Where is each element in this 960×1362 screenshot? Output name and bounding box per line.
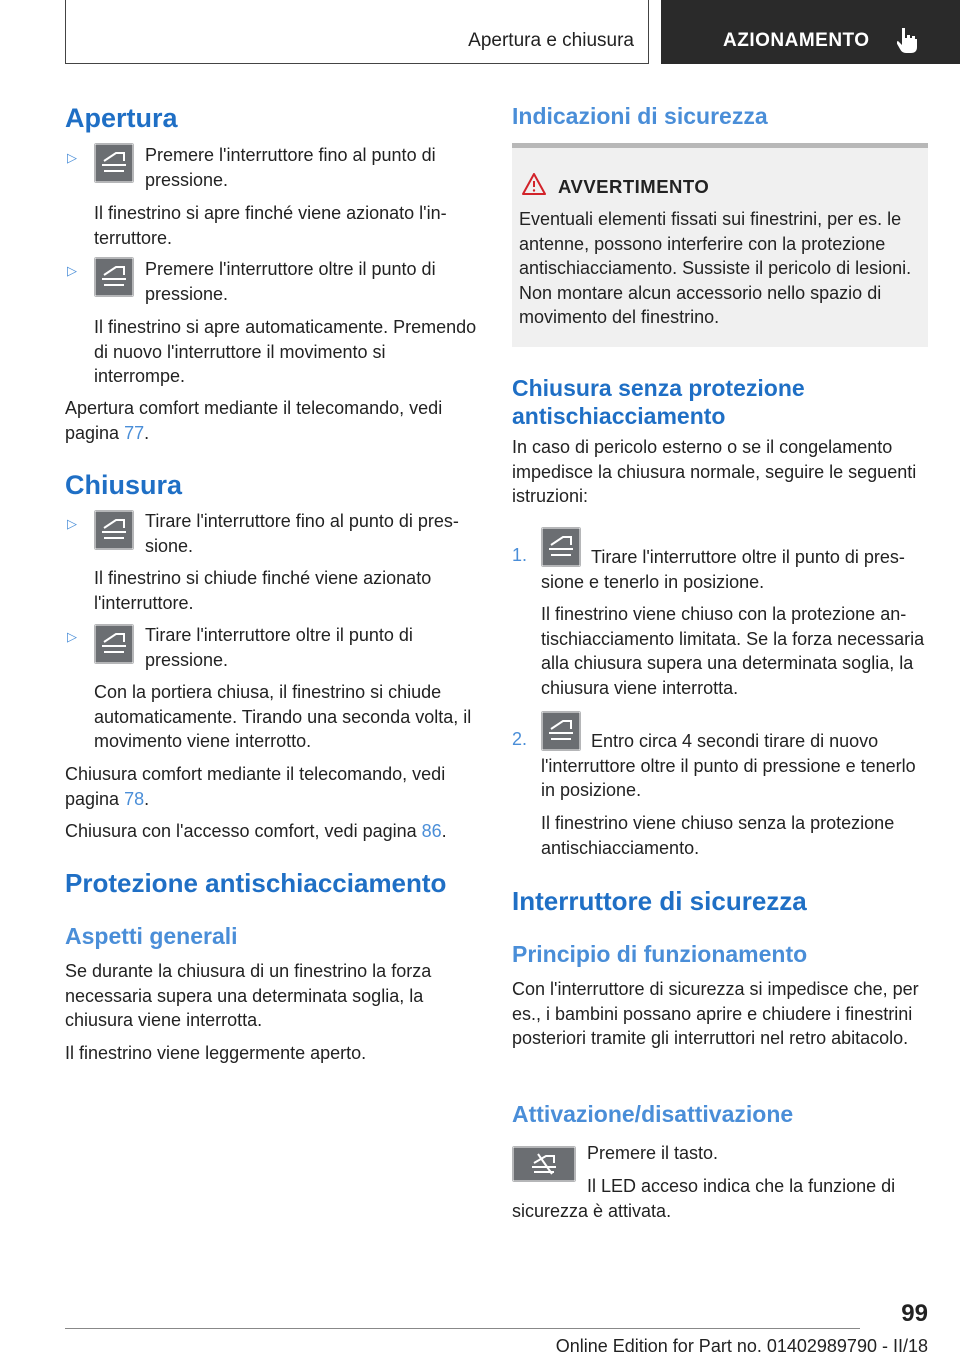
interruttore-heading: Interruttore di sicurezza: [512, 886, 807, 916]
chiusura-heading: Chiusura: [65, 470, 183, 500]
chiusura-step1-text: Tirare l'interruttore fino al punto di pressione.: [145, 511, 459, 556]
window-switch-icon: [94, 624, 134, 664]
window-switch-icon: [94, 257, 134, 297]
footer-edition: Online Edition for Part no. 01402989790 - II/18: [555, 1336, 928, 1356]
apertura-step2-text: Premere l'interruttore oltre il punto di pressione.: [145, 259, 436, 304]
chiusura-step2-text: Tirare l'interruttore oltre il punto di pressione.: [145, 625, 413, 670]
step-triangle-icon: ▷: [67, 263, 77, 278]
step-triangle-icon: ▷: [67, 629, 77, 644]
apertura-step2-result: Il finestrino si apre automaticamente. Premendo di nuovo l'interruttore il movimento si interrompe.: [94, 317, 477, 386]
aspetti-text: Se durante la chiusura di un finestrino la forza necessaria supera una determinata soglia, la chiusura viene interrotta.: [65, 961, 432, 1030]
warning-title: AVVERTIMENTO: [558, 176, 710, 197]
apertura-heading: Apertura: [65, 103, 178, 133]
step1-text: Tirare l'interruttore oltre il punto di pressione e tenerlo in posizione.: [541, 547, 905, 592]
step2-text: Entro circa 4 secondi tirare di nuovo l'interruttore oltre il punto di pressione e tenerlo in posizione.: [541, 731, 916, 800]
header-section: AZIONAMENTO: [723, 30, 870, 51]
attivazione-text-2: Il LED acceso indica che la funzione di sicurezza è attivata.: [512, 1176, 896, 1221]
step-number: 1.: [512, 545, 528, 565]
page-link[interactable]: 77: [124, 422, 145, 443]
senza-protezione-heading: Chiusura senza protezione antischiacciamento: [512, 375, 805, 429]
aspetti-heading: Aspetti generali: [65, 923, 238, 949]
step1-result: Il finestrino viene chiuso con la protezione antischiacciamento limitata. Se la forza necessaria alla chiusura supera una determinata soglia, la chiusura viene interrotta.: [541, 604, 925, 698]
chiusura-step2-result: Con la portiera chiusa, il finestrino si chiude automaticamente. Tirando una seconda volta, il movimento viene interrotto.: [94, 682, 472, 751]
header-section-tab: [661, 0, 960, 64]
header-chapter-box: [65, 0, 649, 64]
sicurezza-heading: Indicazioni di sicurezza: [512, 103, 768, 129]
attivazione-heading: Attivazione/disattivazione: [512, 1101, 794, 1127]
hand-pointer-icon: [897, 26, 919, 54]
step2-result: Il finestrino viene chiuso senza la protezione antischiacciamento.: [541, 813, 895, 858]
senza-protezione-text: In caso di pericolo esterno o se il congelamento impedisce la chiusura normale, seguire le seguenti istruzioni:: [512, 437, 917, 506]
protezione-heading: Protezione antischiacciamento: [65, 868, 447, 898]
principio-text: Con l'interruttore di sicurezza si impedisce che, per es., i bambini possano aprire e chiudere i finestrini posteriori tramite gli interruttori nel retro abitacolo.: [512, 979, 919, 1048]
attivazione-text-1: Premere il tasto.: [587, 1143, 719, 1163]
step-triangle-icon: ▷: [67, 150, 77, 165]
apertura-step1-result: Il finestrino si apre finché viene azionato l'interruttore.: [94, 203, 447, 248]
chiusura-comfort-text: Chiusura comfort mediante il telecomando, vedi pagina 78.: [65, 764, 446, 809]
page-link[interactable]: 86: [421, 821, 442, 841]
aspetti-text-2: Il finestrino viene leggermente aperto.: [65, 1043, 367, 1063]
footer-divider: [65, 1328, 860, 1329]
step-triangle-icon: ▷: [67, 516, 77, 531]
page-number: 99: [901, 1300, 928, 1327]
apertura-step1-text: Premere l'interruttore fino al punto di pressione.: [145, 145, 436, 190]
apertura-comfort-text: Apertura comfort mediante il telecomando, vedi pagina 77.: [65, 398, 443, 443]
window-switch-icon: [94, 510, 134, 550]
step-number: 2.: [512, 729, 528, 749]
warning-triangle-icon: [522, 173, 546, 195]
window-switch-icon: [94, 143, 134, 183]
warning-text: Eventuali elementi fissati sui finestrini, per es. le antenne, possono interferire con la protezione antischiacciamento. Sussiste il pericolo di lesioni. Non montare alcun accessorio nello spazio di movimento del finestrino.: [519, 209, 912, 327]
chiusura-step1-result: Il finestrino si chiude finché viene azionato l'interruttore.: [94, 568, 432, 613]
page-link[interactable]: 78: [124, 788, 145, 809]
header-chapter: Apertura e chiusura: [468, 30, 634, 51]
principio-heading: Principio di funzionamento: [512, 941, 808, 967]
warning-box: [512, 143, 928, 347]
chiusura-access-text: Chiusura con l'accesso comfort, vedi pagina 86.: [65, 821, 447, 841]
